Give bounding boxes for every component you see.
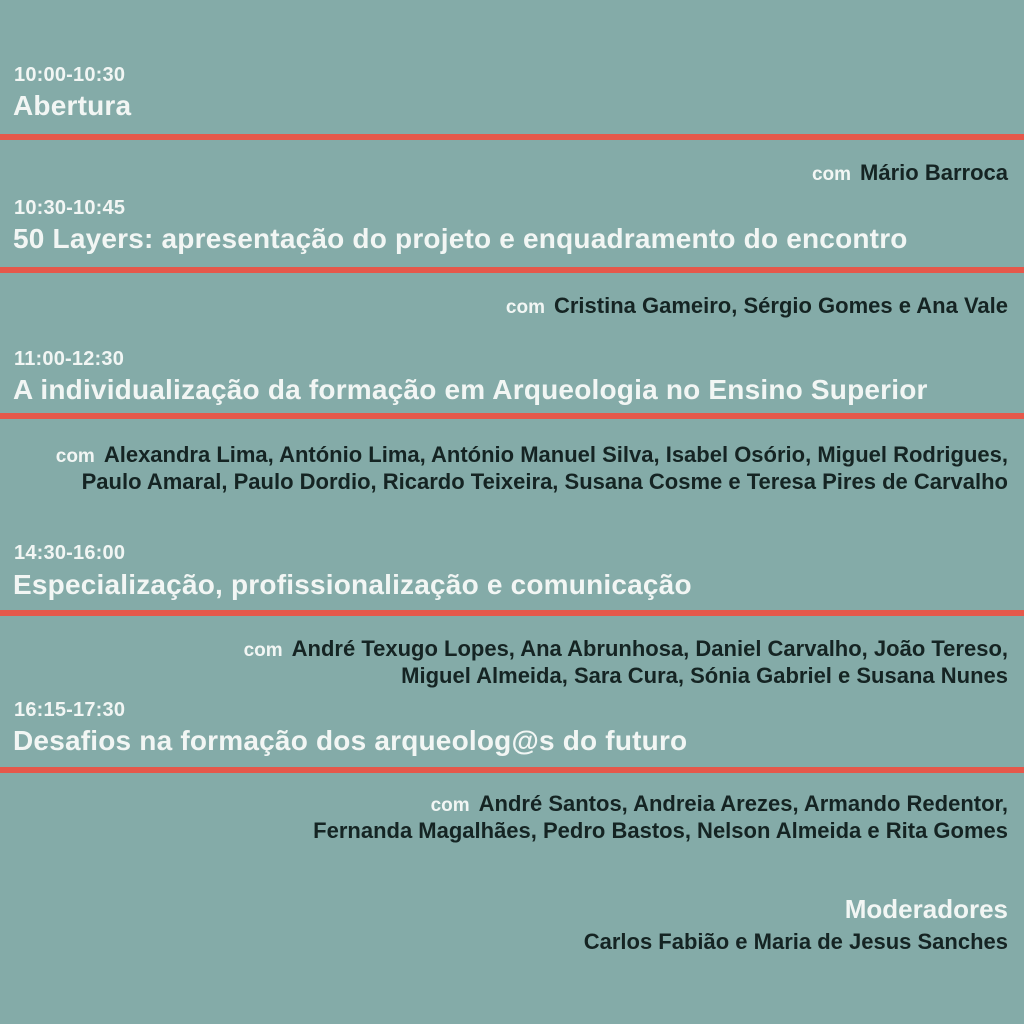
session-time: 10:30-10:45 — [14, 197, 126, 219]
speaker-names: Paulo Amaral, Paulo Dordio, Ricardo Teixeira, Susana Cosme e Teresa Pires de Carvalho — [81, 469, 1008, 494]
session-speakers — [506, 292, 1008, 319]
divider-line — [0, 134, 1024, 140]
speaker-line — [506, 292, 1008, 319]
session-title: Especialização, profissionalização e comunicação — [13, 569, 692, 600]
session-time: 16:15-17:30 — [14, 699, 126, 721]
divider-line — [0, 767, 1024, 773]
session-speakers — [313, 790, 1008, 844]
divider-line — [0, 267, 1024, 273]
speaker-names: Fernanda Magalhães, Pedro Bastos, Nelson Almeida e Rita Gomes — [313, 818, 1008, 843]
com-label: com — [243, 640, 283, 661]
session-time: 11:00-12:30 — [14, 348, 125, 370]
speaker-names: André Santos, Andreia Arezes, Armando Redentor, — [478, 791, 1008, 816]
speaker-names: Mário Barroca — [860, 160, 1008, 185]
speaker-line — [244, 635, 1008, 662]
moderators-heading: Moderadores — [844, 894, 1008, 924]
speaker-names: Cristina Gameiro, Sérgio Gomes e Ana Vale — [553, 293, 1008, 318]
speaker-names: Alexandra Lima, António Lima, António Manuel Silva, Isabel Osório, Miguel Rodrigues, — [103, 442, 1008, 467]
speaker-line — [313, 790, 1008, 817]
com-label: com — [505, 297, 545, 318]
speaker-line — [56, 468, 1008, 495]
speaker-line — [812, 159, 1008, 186]
speaker-names: Miguel Almeida, Sara Cura, Sónia Gabriel e Susana Nunes — [401, 663, 1008, 688]
divider-line — [0, 610, 1024, 616]
session-speakers — [56, 441, 1008, 495]
session-speakers — [812, 159, 1008, 186]
speaker-names: André Texugo Lopes, Ana Abrunhosa, Daniel Carvalho, João Tereso, — [291, 636, 1008, 661]
com-label: com — [55, 446, 95, 467]
speaker-line — [56, 441, 1008, 468]
session-speakers — [244, 635, 1008, 689]
com-label: com — [430, 795, 470, 816]
com-label: com — [811, 164, 852, 185]
speaker-line — [313, 817, 1008, 844]
speaker-line — [244, 662, 1008, 689]
session-title: A individualização da formação em Arqueologia no Ensino Superior — [13, 374, 928, 405]
divider-line — [0, 413, 1024, 419]
moderators-names: Carlos Fabião e Maria de Jesus Sanches — [583, 929, 1008, 954]
session-time: 14:30-16:00 — [14, 542, 126, 564]
session-title: Desafios na formação dos arqueolog@s do futuro — [13, 725, 688, 756]
session-title: Abertura — [13, 90, 132, 121]
session-time: 10:00-10:30 — [14, 64, 126, 86]
session-title: 50 Layers: apresentação do projeto e enquadramento do encontro — [13, 223, 908, 254]
